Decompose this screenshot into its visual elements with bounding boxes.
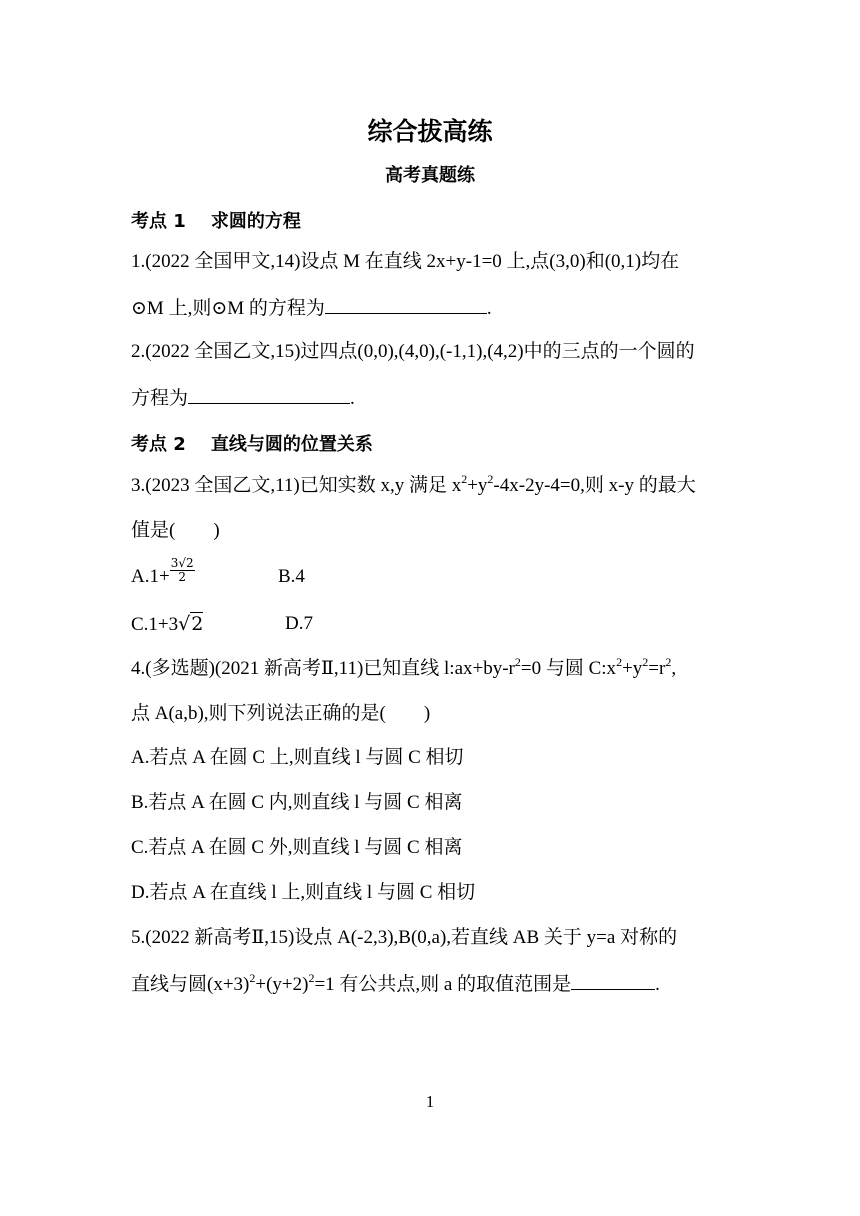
question-2-line-2 bbox=[131, 385, 355, 411]
superscript: 2 bbox=[616, 655, 623, 669]
option-3a-prefix: A.1+ bbox=[131, 566, 170, 587]
option-4b: B.若点 A 在圆 C 内,则直线 l 与圆 C 相离 bbox=[131, 792, 463, 813]
answer-blank-1 bbox=[325, 295, 487, 314]
question-2-end: . bbox=[350, 388, 355, 409]
option-4c: C.若点 A 在圆 C 外,则直线 l 与圆 C 相离 bbox=[131, 837, 463, 858]
question-1-text: ⊙M 上,则⊙M 的方程为 bbox=[131, 298, 325, 319]
section-heading-1: 考点 1 求圆的方程 bbox=[131, 211, 301, 232]
question-5-line-1: 5.(2022 新高考Ⅱ,15)设点 A(-2,3),B(0,a),若直线 AB 关于 y=a 对称的 bbox=[131, 927, 678, 948]
question-4-text-e: , bbox=[671, 658, 677, 679]
question-3-text-a: 3.(2023 全国乙文,11)已知实数 x,y 满足 x bbox=[131, 475, 462, 496]
option-3b: B.4 bbox=[278, 566, 305, 587]
question-5-text-b: +(y+2) bbox=[255, 974, 309, 995]
section-heading-2: 考点 2 直线与圆的位置关系 bbox=[131, 434, 373, 455]
question-5-line-2 bbox=[131, 971, 660, 997]
superscript: 2 bbox=[487, 472, 494, 486]
question-1-line-1: 1.(2022 全国甲文,14)设点 M 在直线 2x+y-1=0 上,点(3,0)和(0,1)均在 bbox=[131, 251, 680, 272]
square-root bbox=[178, 612, 203, 635]
page-subtitle: 高考真题练 bbox=[385, 165, 475, 186]
question-1-line-2 bbox=[131, 295, 492, 321]
fraction bbox=[170, 557, 195, 584]
superscript: 2 bbox=[461, 472, 468, 486]
option-3d: D.7 bbox=[285, 613, 313, 634]
option-4d: D.若点 A 在直线 l 上,则直线 l 与圆 C 相切 bbox=[131, 882, 476, 903]
superscript: 2 bbox=[642, 655, 649, 669]
question-4-text-b: =0 与圆 C:x bbox=[520, 658, 617, 679]
page-title: 综合拔高练 bbox=[367, 117, 493, 146]
question-1-end: . bbox=[486, 298, 492, 319]
option-3c bbox=[131, 612, 203, 637]
question-4-text-d: =r bbox=[648, 658, 666, 679]
fraction-numerator: 3√2 bbox=[170, 556, 194, 571]
question-5-end: . bbox=[655, 974, 660, 995]
question-3-line-2: 值是( ) bbox=[131, 520, 220, 541]
page-number: 1 bbox=[425, 1092, 435, 1111]
question-5-text-c: =1 有公共点,则 a 的取值范围是 bbox=[314, 974, 572, 995]
question-2-text: 方程为 bbox=[131, 388, 189, 409]
question-3-text-c: -4x-2y-4=0,则 x-y 的最大 bbox=[493, 475, 696, 496]
question-3-text-b: +y bbox=[467, 475, 488, 496]
radicand: 2 bbox=[191, 613, 204, 635]
option-3a bbox=[131, 556, 195, 589]
question-3-line-1 bbox=[131, 474, 696, 498]
option-4a: A.若点 A 在圆 C 上,则直线 l 与圆 C 相切 bbox=[131, 747, 464, 768]
answer-blank-5 bbox=[571, 971, 655, 990]
question-2-line-1: 2.(2022 全国乙文,15)过四点(0,0),(4,0),(-1,1),(4,2)中的三点的一个圆的 bbox=[131, 341, 695, 362]
fraction-denominator: 2 bbox=[178, 570, 186, 585]
superscript: 2 bbox=[514, 655, 521, 669]
superscript: 2 bbox=[665, 655, 672, 669]
radical-sign: √ bbox=[178, 613, 191, 635]
superscript: 2 bbox=[249, 971, 256, 985]
superscript: 2 bbox=[308, 971, 315, 985]
question-4-text-c: +y bbox=[622, 658, 643, 679]
question-4-text-a: 4.(多选题)(2021 新高考Ⅱ,11)已知直线 l:ax+by-r bbox=[131, 658, 515, 679]
answer-blank-2 bbox=[188, 385, 350, 404]
question-4-line-1 bbox=[131, 657, 676, 681]
option-3c-prefix: C.1+3 bbox=[131, 614, 179, 635]
question-5-text-a: 直线与圆(x+3) bbox=[131, 974, 250, 995]
question-4-line-2: 点 A(a,b),则下列说法正确的是( ) bbox=[131, 703, 431, 724]
